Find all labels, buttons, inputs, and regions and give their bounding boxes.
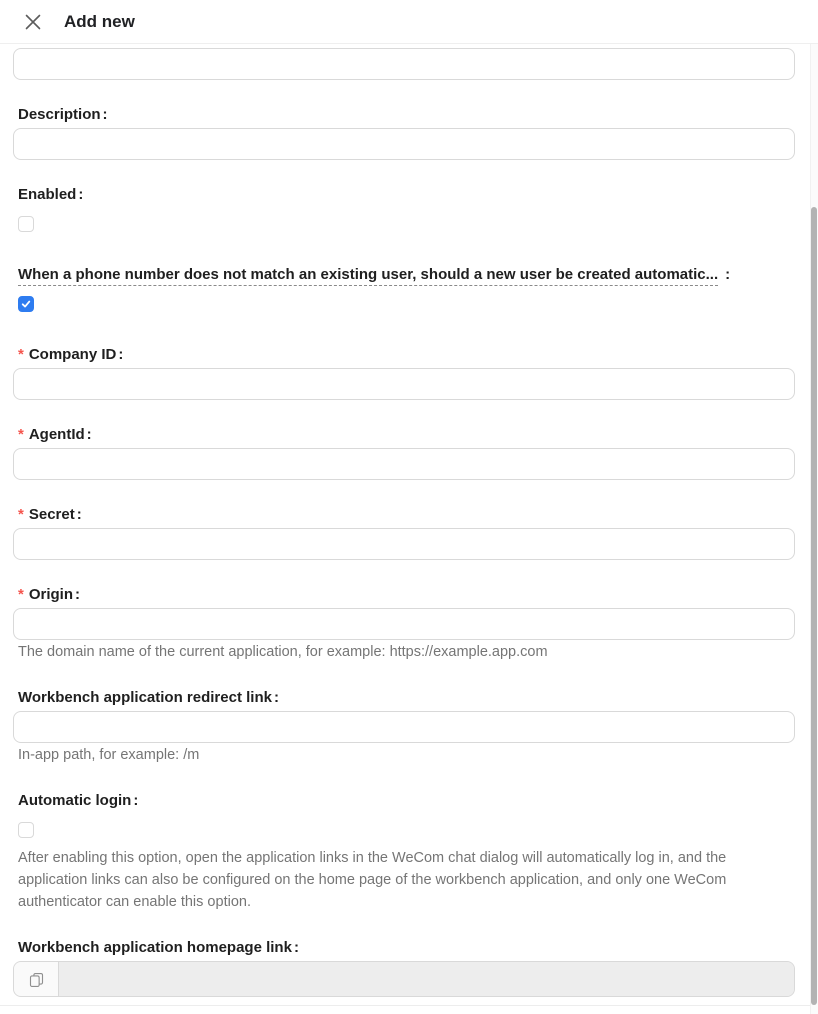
form-item [13,937,795,997]
redirect-link-help-text: In-app path, for example: /m [18,747,200,763]
secret-input[interactable] [13,528,795,560]
scrollbar-track[interactable] [810,44,818,1014]
homepage-link-input-group [13,961,795,997]
workbench-redirect-link-label: Workbench application redirect link : [18,689,279,706]
scrollbar-thumb[interactable] [811,207,817,1005]
description-input[interactable] [13,128,795,160]
form-item [13,48,795,80]
required-mark: * [18,426,24,443]
enabled-label: Enabled : [18,186,84,203]
form-item [13,104,795,160]
form-item [13,264,795,320]
copy-button[interactable] [14,962,59,996]
company-id-label: * Company ID : [18,346,124,363]
check-icon [20,298,32,310]
agent-id-input[interactable] [13,448,795,480]
form-item [13,790,795,913]
auto-create-user-checkbox[interactable] [18,296,34,312]
origin-label: * Origin : [18,586,81,603]
secret-label: * Secret : [18,506,82,523]
origin-input[interactable] [13,608,795,640]
company-id-input[interactable] [13,368,795,400]
form-item [13,424,795,480]
description-label: Description : [18,106,108,123]
form-item [13,184,795,240]
close-icon[interactable] [24,13,42,31]
drawer-title: Add new [64,11,135,31]
drawer-header [0,0,818,44]
enabled-checkbox[interactable] [18,216,34,232]
copy-icon [29,972,44,987]
auto-create-user-label[interactable]: When a phone number does not match an existing user, should a new user be created automatic... : [13,264,795,286]
required-mark: * [18,506,24,523]
required-mark: * [18,346,24,363]
automatic-login-checkbox[interactable] [18,822,34,838]
origin-help-text: The domain name of the current application, for example: https://example.app.com [18,644,548,660]
unlabeled-text-input[interactable] [13,48,795,80]
workbench-homepage-link-input [59,962,794,996]
form-body [0,44,818,1005]
automatic-login-label: Automatic login : [18,792,139,809]
agent-id-label: * AgentId : [18,426,92,443]
drawer-footer-divider [0,1005,818,1014]
workbench-redirect-link-input[interactable] [13,711,795,743]
form-item [13,344,795,400]
required-mark: * [18,586,24,603]
workbench-homepage-link-label: Workbench application homepage link : [18,939,299,956]
form-item [13,687,795,766]
form-item [13,504,795,560]
automatic-login-help-text: After enabling this option, open the application links in the WeCom chat dialog will automatically log in, and the application links can also be configured on the home page of the workbench application, and only one WeCom authenticator can enable this option. [18,850,727,910]
form-item [13,584,795,663]
